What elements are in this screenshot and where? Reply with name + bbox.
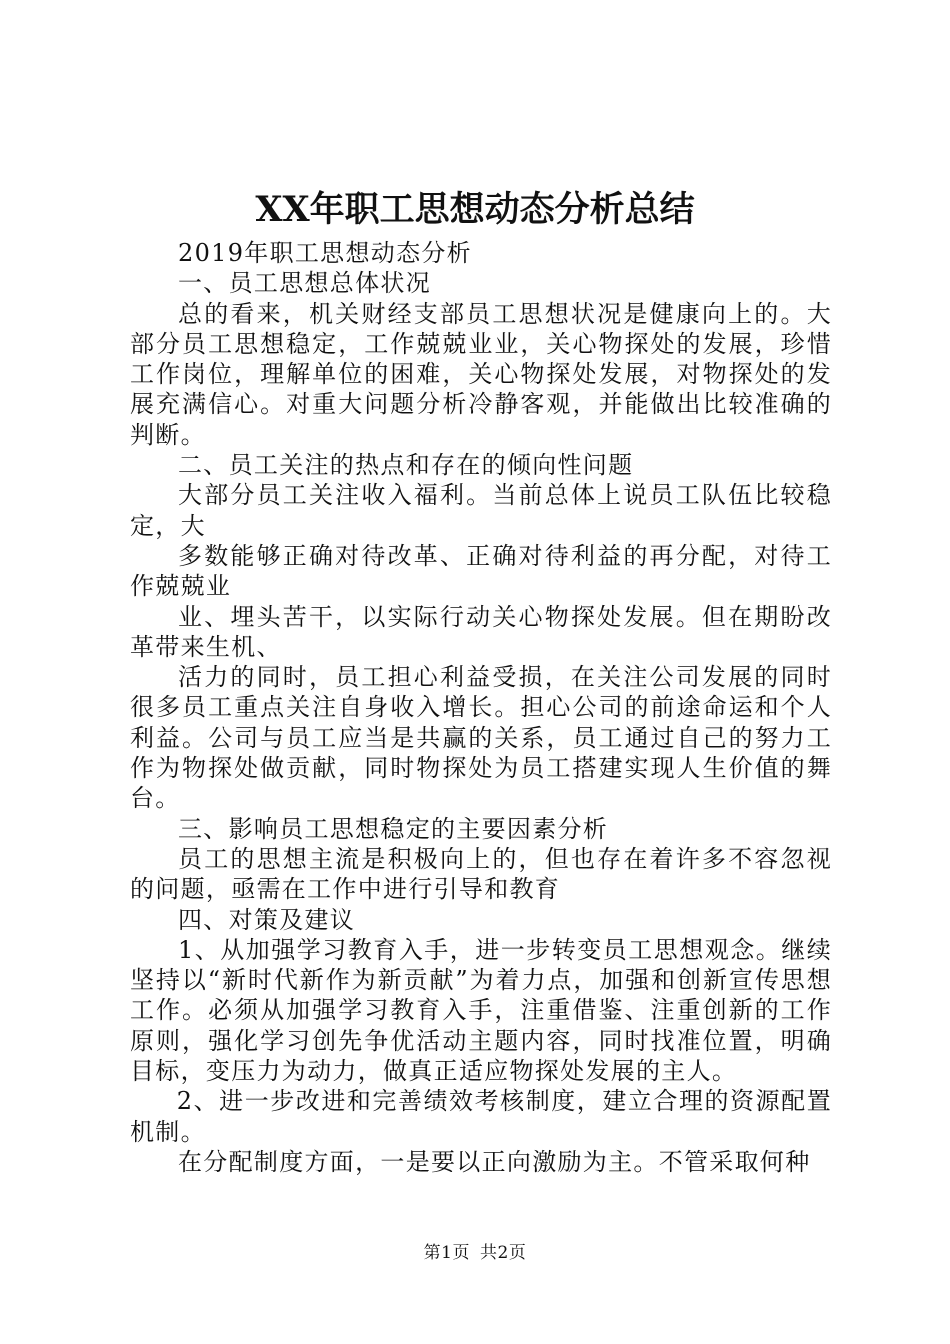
document-body — [130, 238, 832, 1177]
paragraph: 1、从加强学习教育入手，进一步转变员工思想观念。继续坚持以“新时代新作为新贡献”为着力点，加强和创新宣传思想工作。必须从加强学习教育入手，注重借鉴、注重创新的工作原则，强化学习创先争优活动主题内容，同时找准位置，明确目标，变压力为动力，做真正适应物探处发展的主人。 — [130, 935, 832, 1086]
page-total: 共2页 — [480, 1243, 527, 1263]
paragraph: 多数能够正确对待改革、正确对待利益的再分配，对待工作兢兢业 — [130, 541, 832, 601]
page-number: 第1页 — [423, 1243, 470, 1263]
section-heading: 一、员工思想总体状况 — [178, 269, 431, 298]
paragraph: 员工的思想主流是积极向上的，但也存在着许多不容忽视的问题，亟需在工作中进行引导和教育 — [130, 844, 832, 904]
section-heading: 四、对策及建议 — [178, 905, 356, 934]
paragraph: 总的看来，机关财经支部员工思想状况是健康向上的。大部分员工思想稳定，工作兢兢业业，关心物探处的发展，珍惜工作岗位，理解单位的困难，关心物探处发展，对物探处的发展充满信心。对重大问题分析冷静客观，并能做出比较准确的判断。 — [130, 299, 832, 449]
paragraph: 2、进一步改进和完善绩效考核制度，建立合理的资源配置机制。 — [130, 1087, 832, 1146]
paragraph: 大部分员工关注收入福利。当前总体上说员工队伍比较稳定，大 — [130, 481, 832, 540]
section-heading: 三、影响员工思想稳定的主要因素分析 — [178, 814, 609, 843]
page-footer — [0, 1242, 950, 1264]
paragraph: 活力的同时，员工担心利益受损，在关注公司发展的同时很多员工重点关注自身收入增长。担心公司的前途命运和个人利益。公司与员工应当是共赢的关系，员工通过自己的努力工作为物探处做贡献，同时物探处为员工搭建实现人生价值的舞台。 — [130, 663, 832, 813]
section-heading: 二、员工关注的热点和存在的倾向性问题 — [178, 451, 634, 480]
paragraph: 2019年职工思想动态分析 — [178, 239, 472, 267]
document-title: XX年职工思想动态分析总结 — [255, 189, 695, 230]
paragraph: 业、埋头苦干，以实际行动关心物探处发展。但在期盼改革带来生机、 — [130, 602, 832, 661]
paragraph: 在分配制度方面，一是要以正向激励为主。不管采取何种 — [178, 1147, 811, 1176]
